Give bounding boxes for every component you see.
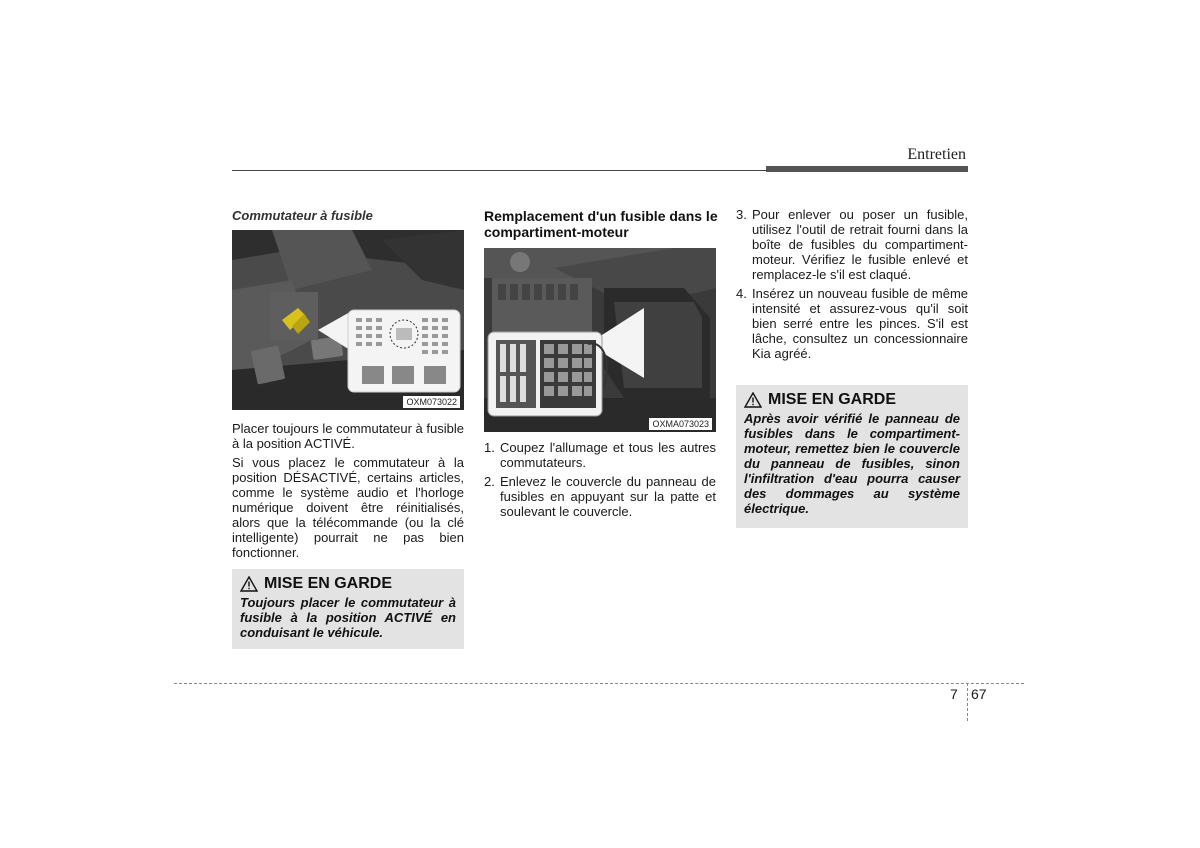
- caution-title: MISE EN GARDE: [264, 575, 393, 592]
- page-header-title: Entretien: [907, 146, 966, 163]
- footer-rule: [174, 683, 1024, 684]
- chapter-number: 7: [950, 686, 958, 702]
- fuse-switch-paragraph-2: Si vous placez le commutateur à la position DÉSACTIVÉ, certains articles, comme le système audio et l'horloge numérique doivent être réinitialisés, alors que la télécommande (ou la clé intelligente) pourrait ne pas bien fonctionner.: [232, 455, 464, 560]
- steps-list-part-1: [484, 440, 716, 523]
- step-number: 1.: [484, 440, 495, 455]
- left-text-block: [232, 421, 464, 560]
- list-item: [736, 286, 968, 361]
- fuse-switch-subheading: Commutateur à fusible: [232, 208, 373, 223]
- caution-body: Après avoir vérifié le panneau de fusibles dans le compartiment-moteur, remettez bien le couvercle du panneau de fusibles, sinon l'infiltration d'eau pourra causer des dommages au système électrique.: [744, 411, 960, 516]
- caution-title: MISE EN GARDE: [768, 391, 897, 408]
- list-item: [484, 440, 716, 470]
- list-item: [736, 207, 968, 282]
- caution-body: Toujours placer le commutateur à fusible à la position ACTIVÉ en conduisant le véhicule.: [240, 595, 456, 640]
- step-number: 3.: [736, 207, 747, 222]
- list-item: [484, 474, 716, 519]
- step-number: 4.: [736, 286, 747, 301]
- engine-fuse-box-illustration: [484, 248, 716, 432]
- figure-caption: OXM073022: [403, 396, 460, 408]
- warning-triangle-icon: [240, 576, 258, 592]
- figure-caption: OXMA073023: [649, 418, 712, 430]
- engine-fuse-box-figure: [484, 248, 716, 432]
- steps-list-part-2: [736, 207, 968, 365]
- step-number: 2.: [484, 474, 495, 489]
- step-text: Enlevez le couvercle du panneau de fusibles en appuyant sur la patte et soulevant le couvercle.: [500, 474, 716, 519]
- footer-page-divider: [967, 683, 968, 721]
- fuse-switch-figure: [232, 230, 464, 410]
- step-text: Insérez un nouveau fusible de même intensité et assurez-vous qu'il soit bien serré entre les pinces. S'il est lâche, consultez un concessionnaire Kia agréé.: [752, 286, 968, 361]
- caution-box-right: [736, 385, 968, 528]
- fuse-switch-illustration: [232, 230, 464, 410]
- header-rule-accent: [766, 166, 968, 172]
- fuse-switch-paragraph-1: Placer toujours le commutateur à fusible à la position ACTIVÉ.: [232, 421, 464, 451]
- caution-box-left: [232, 569, 464, 649]
- step-text: Coupez l'allumage et tous les autres commutateurs.: [500, 440, 716, 470]
- page-number: 67: [971, 686, 987, 702]
- step-text: Pour enlever ou poser un fusible, utilisez l'outil de retrait fourni dans la boîte de fusibles du compartiment-moteur. Vérifiez le fusible enlevé et remplacez-le s'il est claqué.: [752, 207, 968, 282]
- section-title: Remplacement d'un fusible dans le compartiment-moteur: [484, 208, 718, 240]
- warning-triangle-icon: [744, 392, 762, 408]
